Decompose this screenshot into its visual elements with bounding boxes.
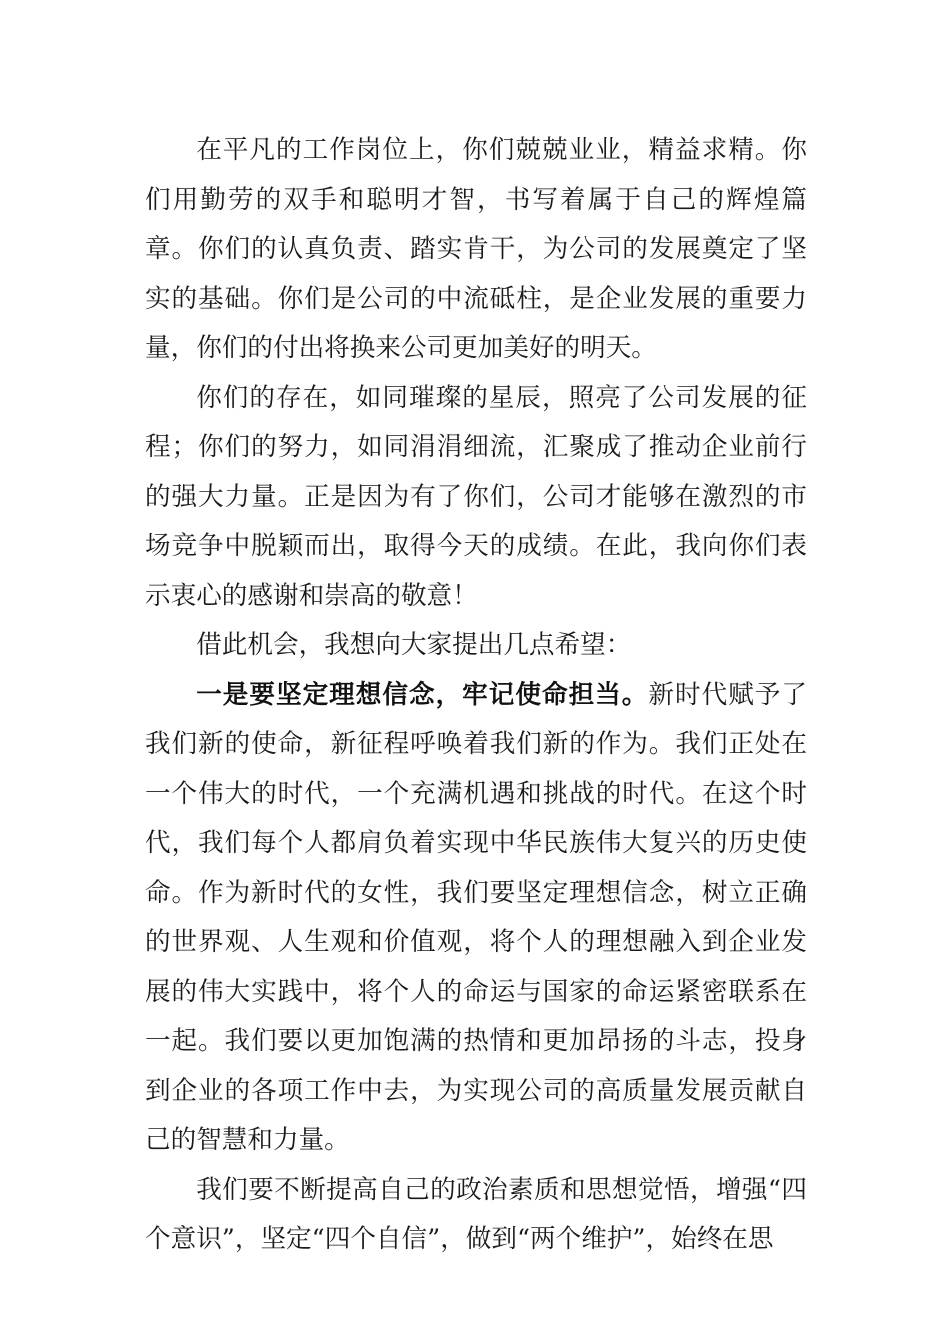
- paragraph-5-text: 我们要不断提高自己的政治素质和思想觉悟，增强“四个意识”，坚定“四个自信”，做到“两个维护”，始终在思: [145, 1174, 807, 1254]
- paragraph-3-text: 借此机会，我想向大家提出几点希望：: [196, 630, 632, 660]
- paragraph-4-text: 新时代赋予了我们新的使命，新征程呼唤着我们新的作为。我们正处在一个伟大的时代，一个充满机遇和挑战的时代。在这个时代，我们每个人都肩负着实现中华民族伟大复兴的历史使命。作为新时代的女性，我们要坚定理想信念，树立正确的世界观、人生观和价值观，将个人的理想融入到企业发展的伟大实践中，将个人的命运与国家的命运紧密联系在一起。我们要以更加饱满的热情和更加昂扬的斗志，投身到企业的各项工作中去，为实现公司的高质量发展贡献自己的智慧和力量。: [145, 679, 807, 1155]
- paragraph-2-text: 你们的存在，如同璀璨的星辰，照亮了公司发展的征程；你们的努力，如同涓涓细流，汇聚成了推动企业前行的强大力量。正是因为有了你们，公司才能够在激烈的市场竞争中脱颖而出，取得今天的成绩。在此，我向你们表示衷心的感谢和崇高的敬意！: [145, 382, 807, 611]
- paragraph-3: [145, 621, 807, 671]
- paragraph-1-text: 在平凡的工作岗位上，你们兢兢业业，精益求精。你们用勤劳的双手和聪明才智，书写着属于自己的辉煌篇章。你们的认真负责、踏实肯干，为公司的发展奠定了坚实的基础。你们是公司的中流砥柱，是企业发展的重要力量，你们的付出将换来公司更加美好的明天。: [145, 135, 807, 363]
- paragraph-1: [145, 126, 807, 374]
- paragraph-2: [145, 374, 807, 622]
- paragraph-4-heading: 一是要坚定理想信念，牢记使命担当。: [196, 679, 649, 710]
- paragraph-5: [145, 1166, 807, 1265]
- paragraph-4: [145, 671, 807, 1166]
- document-body: [145, 126, 807, 1265]
